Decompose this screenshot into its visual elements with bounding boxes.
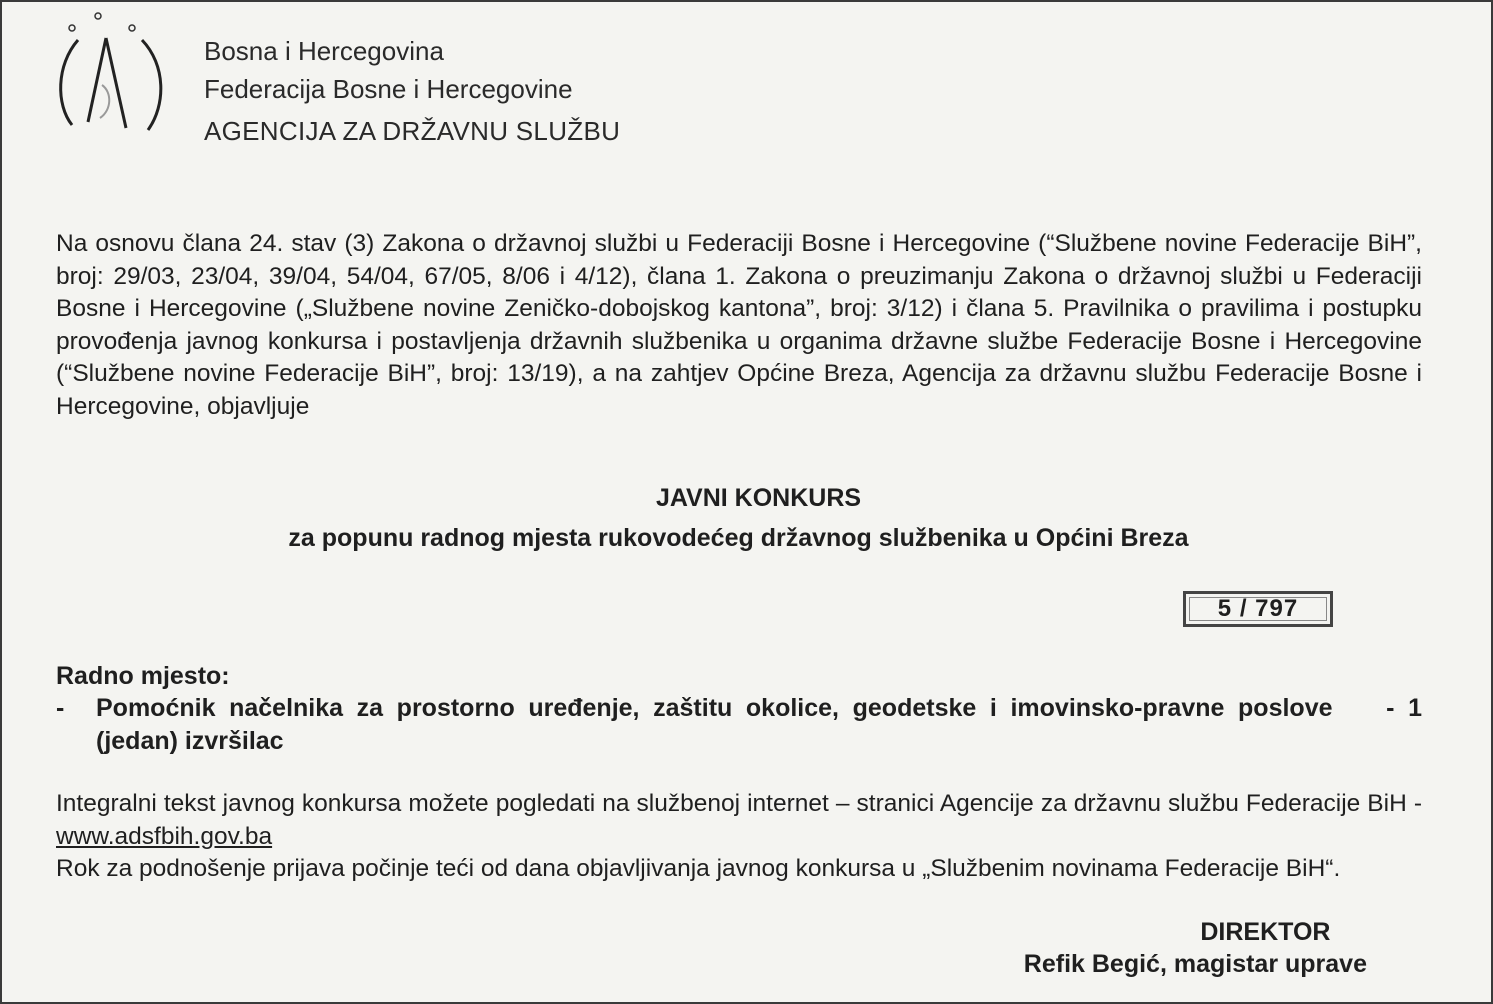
signatory-role: DIREKTOR [1200, 918, 1331, 946]
closing-text: Integralni tekst javnog konkursa možete pogledati na službenoj internet – stranici Agencije za državnu službu Federacije BiH - [56, 790, 1422, 817]
position-label: Radno mjesto: [56, 662, 230, 690]
country-name: Bosna i Hercegovina [204, 36, 444, 66]
notice-title: JAVNI KONKURS [655, 484, 862, 512]
entity-name: Federacija Bosne i Hercegovine [204, 74, 573, 104]
reference-number-box [1183, 591, 1333, 627]
signatory-name: Refik Begić, magistar uprave [1023, 950, 1367, 978]
reference-number: 5 / 797 [1217, 595, 1299, 622]
letterhead [204, 32, 620, 150]
intro-paragraph: Na osnovu člana 24. stav (3) Zakona o državnoj službi u Federaciji Bosne i Hercegovine (“Službene novine Federacije BiH”, broj: 29/03, 23/04, 39/04, 54/04, 67/05, 8/06 i 4/12), člana 1. Zakona o preuzimanju Zakona o državnoj službi u Federaciji Bosne i Hercegovine („Službene novine Zeničko-dobojskog kantona”, broj: 3/12) i člana 5. Pravilnika o pravilima i postupku provođenja javnog konkursa i postavljenja državnih službenika u organima državne službe Federacije Bosne i Hercegovine (“Službene novine Federacije BiH”, broj: 13/19), a na zahtjev Općine Breza, Agencija za državnu službu Federacije Bosne i Hercegovine, objavljuje [56, 230, 1422, 420]
notice-subtitle: za popunu radnog mjesta rukovodećeg državnog službenika u Općini Breza [288, 524, 1189, 552]
position-name: Pomoćnik načelnika za prostorno uređenje, zaštitu okolice, geodetske i imovinsko-pravne poslove [96, 694, 1333, 722]
position-list-item [56, 692, 1422, 758]
agency-website-link[interactable]: www.adsfbih.gov.ba [56, 822, 273, 850]
position-count: - 1 (jedan) izvršilac [96, 694, 1422, 755]
deadline-text: Rok za podnošenje prijava počinje teći od dana objavljivanja javnog konkursa u „Službenim novinama Federacije BiH“. [56, 855, 1341, 882]
position-description [96, 692, 1422, 758]
coat-of-arms-icon [50, 10, 180, 140]
closing-paragraph [56, 788, 1422, 886]
signature-block [1024, 916, 1367, 980]
agency-name: AGENCIJA ZA DRŽAVNU SLUŽBU [204, 116, 621, 146]
list-dash: - [56, 694, 65, 722]
